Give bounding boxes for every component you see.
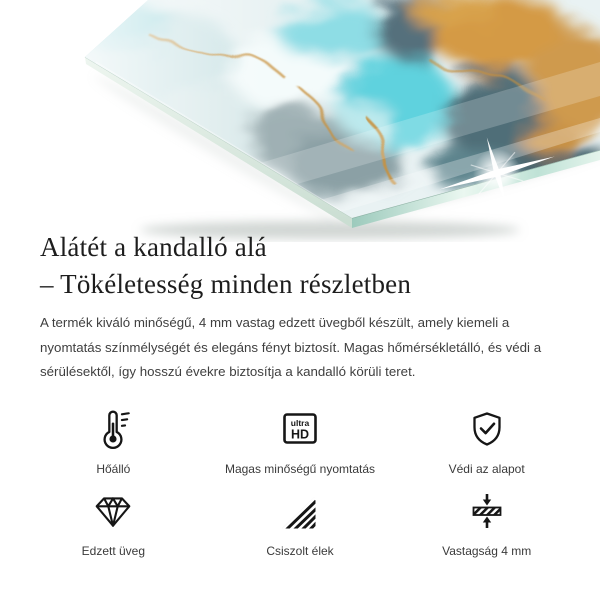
- marble-print: [0, 0, 600, 242]
- feature-label-thickness: Vastagság 4 mm: [442, 544, 532, 558]
- ultra-hd-badge-top: ultra: [290, 418, 310, 428]
- feature-print-quality: [207, 406, 394, 476]
- ultra-hd-icon: [280, 409, 320, 449]
- product-description: A termék kiváló minőségű, 4 mm vastag edzett üvegből készült, amely kiemeli a nyomtatás színmélységét és elegáns fényt biztosít. Magas hőmérsékletálló, és védi a sérülésektől, így hosszú évekre biztosítja a kandalló körüli teret.: [40, 315, 542, 379]
- diamond-icon: [92, 490, 134, 532]
- product-photo: [0, 0, 600, 242]
- feature-label-heat-resistant: Hőálló: [96, 462, 131, 476]
- ultra-hd-badge-bottom: HD: [290, 427, 310, 442]
- thermometer-icon: [92, 408, 134, 450]
- feature-label-tempered-glass: Edzett üveg: [81, 544, 146, 558]
- shield-check-icon: [467, 409, 507, 449]
- page-title-line1: Alátét a kandalló alá: [40, 232, 267, 262]
- features-grid: [20, 406, 580, 558]
- page-title-line2: – Tökéletesség minden részletben: [40, 269, 412, 299]
- feature-thickness: [393, 488, 580, 558]
- feature-label-protects-base: Védi az alapot: [448, 462, 525, 476]
- feature-label-print-quality: Magas minőségű nyomtatás: [224, 462, 376, 476]
- feature-heat-resistant: [20, 406, 207, 476]
- polished-edges-icon: [280, 491, 320, 531]
- feature-protects-base: [393, 406, 580, 476]
- feature-tempered-glass: [20, 488, 207, 558]
- feature-polished-edges: [207, 488, 394, 558]
- thickness-icon: [467, 491, 507, 531]
- feature-label-polished-edges: Csiszolt élek: [266, 544, 334, 558]
- page-title: [40, 229, 411, 303]
